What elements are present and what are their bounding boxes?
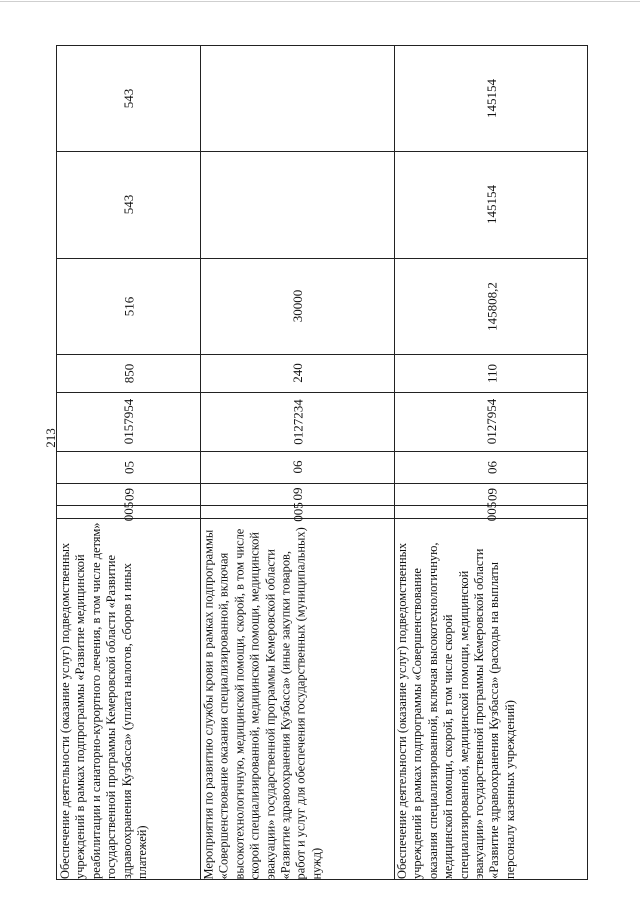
cell-value: 09	[121, 487, 136, 501]
cell-expense-type	[394, 354, 589, 392]
cell-ministry	[200, 501, 394, 522]
cell-year2	[394, 151, 589, 258]
cell-target-article	[57, 392, 200, 451]
cell-value: 005	[484, 501, 499, 522]
cell-target-article	[394, 392, 589, 451]
cell-year3	[200, 46, 394, 151]
cell-year3	[394, 46, 589, 151]
budget-table	[56, 45, 588, 880]
cell-value: 145154	[484, 185, 499, 224]
cell-year1	[200, 258, 394, 354]
cell-value: 30000	[289, 289, 305, 323]
cell-value: 110	[484, 363, 499, 383]
cell-value: 005	[121, 501, 136, 522]
cell-year1	[394, 258, 589, 354]
cell-value: 05	[121, 460, 136, 474]
row-description	[394, 518, 589, 881]
cell-value: 0127234	[289, 398, 305, 445]
cell-value: 0127954	[484, 398, 499, 445]
row-description	[200, 518, 394, 881]
cell-value: 516	[121, 296, 136, 316]
cell-value: 0157954	[121, 398, 136, 445]
cell-value: 850	[121, 363, 136, 383]
top-rule	[0, 1, 640, 2]
cell-expense-type	[200, 354, 394, 392]
row-description	[57, 518, 200, 881]
cell-target-article	[200, 392, 394, 451]
cell-value: 06	[289, 460, 305, 474]
cell-year2	[57, 151, 200, 258]
cell-value: 543	[121, 88, 136, 109]
cell-subsection	[200, 451, 394, 483]
cell-year3	[57, 46, 200, 151]
cell-year1	[57, 258, 200, 354]
cell-value: 06	[484, 460, 499, 474]
cell-value: 240	[289, 363, 305, 383]
description-text: Обеспечение деятельности (оказание услуг) подведомственных учреждений в рамках подпрограммы «Совершенствование оказания специализированной, включая высокотехнологичную, медицинской помощи, скорой, в том числе скорой специализированной, медицинской помощи, медицинской эвакуации» государственной программы Кемеровской области «Развитие здравоохранения Кузбасса» (расходы на выплаты персоналу казенных учреждений)	[395, 542, 517, 879]
cell-value: 145808,2	[484, 281, 499, 331]
description-text: Обеспечение деятельности (оказание услуг) подведомственных учреждений в рамках подпрограммы «Развитие медицинской реабилитации и санаторно-курортного лечения, в том числе детям» государственной программы Кемеровской области «Развитие здравоохранения Кузбасса» (уплата налогов, сборов и иных платежей)	[58, 522, 150, 879]
page-number: 213	[43, 428, 58, 448]
cell-value: 005	[289, 501, 305, 522]
cell-value: 09	[289, 487, 305, 501]
cell-year2	[200, 151, 394, 258]
cell-value: 09	[484, 487, 499, 501]
cell-subsection	[57, 451, 200, 483]
cell-value: 543	[121, 194, 136, 215]
cell-ministry	[57, 501, 200, 522]
cell-expense-type	[57, 354, 200, 392]
cell-subsection	[394, 451, 589, 483]
cell-ministry	[394, 501, 589, 522]
description-text: Мероприятия по развитию службы крови в рамках подпрограммы «Совершенствование оказания специализированной, включая высокотехнологичную, медицинской помощи, скорой, в том числе скорой специализированной, медицинской помощи, медицинской эвакуации» государственной программы Кемеровской области «Развитие здравоохранения Кузбасса» (иные закупки товаров, работ и услуг для обеспечения государственных (муниципальных) нужд)	[201, 526, 323, 879]
cell-value: 145154	[484, 79, 499, 118]
